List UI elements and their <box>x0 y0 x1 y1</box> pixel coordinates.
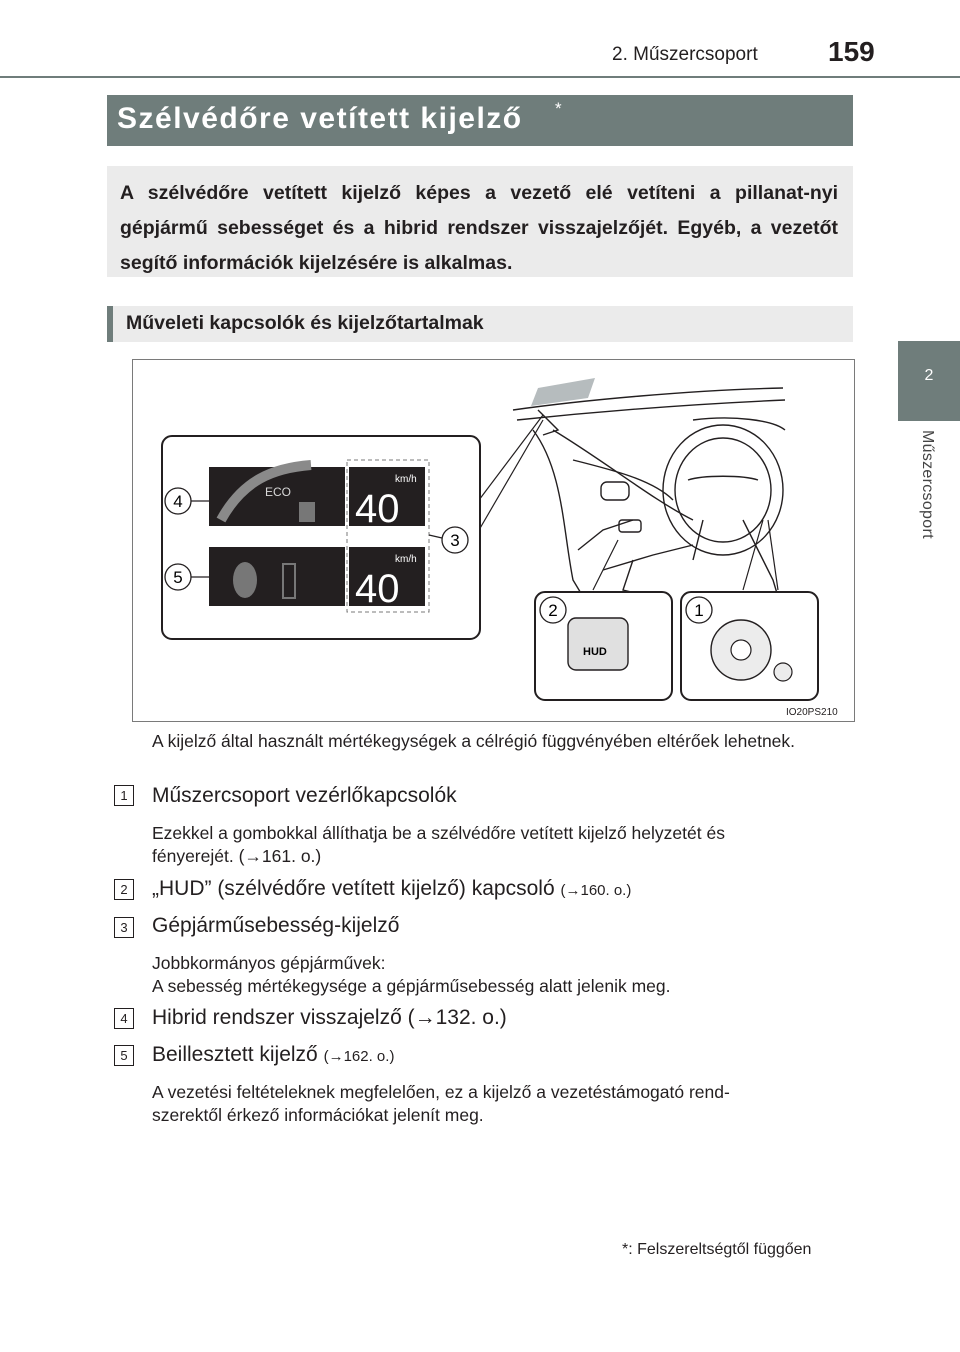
item-title-3: Gépjárműsebesség-kijelző <box>152 914 400 937</box>
item-desc-3-line-1: Jobbkormányos gépjárművek: <box>152 953 386 973</box>
item-title-2 <box>152 877 631 901</box>
item-desc-1-line-1: Ezekkel a gombokkal állíthatja be a szélvédőre vetített kijelző helyzetét és <box>152 823 725 843</box>
title-asterisk: * <box>555 99 562 118</box>
item-title-1: Műszercsoport vezérlőkapcsolók <box>152 784 457 807</box>
item-title-4: Hibrid rendszer visszajelző (→132. o.) <box>152 1006 507 1029</box>
speed-unit-bottom: km/h <box>395 554 417 565</box>
header-rule <box>0 76 960 78</box>
hud-switch-label: HUD <box>583 646 607 658</box>
item-number-4: 4 <box>114 1008 134 1029</box>
speed-unit-top: km/h <box>395 474 417 485</box>
item-ref-5: (→162. o.) <box>323 1048 395 1065</box>
eco-label: ECO <box>265 485 292 499</box>
item-number-3: 3 <box>114 917 134 938</box>
footnote-asterisk: * <box>622 1241 629 1258</box>
intro-box <box>107 166 853 277</box>
subheading-bar <box>107 306 853 342</box>
speed-value-top: 40 <box>355 487 400 531</box>
foot-icon <box>233 562 257 598</box>
chapter-tab <box>898 341 960 421</box>
section-title-bar <box>107 95 853 146</box>
running-header-section: 2. Műszercsoport <box>612 44 758 65</box>
item-title-5 <box>152 1043 394 1067</box>
callout-4-label: 4 <box>173 492 183 511</box>
callout-5-label: 5 <box>173 568 183 587</box>
footnote <box>622 1241 811 1259</box>
hud-illustration <box>132 359 855 722</box>
back-button <box>774 663 792 681</box>
item-desc-5-line-2: szerektől érkező információkat jelenít meg. <box>152 1105 484 1125</box>
item-desc-1-line-2: fényerejét. (→161. o.) <box>152 846 322 866</box>
item-ref-2: (→160. o.) <box>560 882 632 899</box>
item-title-2-text: „HUD” (szélvédőre vetített kijelző) kapcsoló <box>152 877 555 900</box>
item-desc-5-line-1: A vezetési feltételeknek megfelelően, ez a kijelző a vezetéstámogató rend- <box>152 1082 730 1102</box>
figure-code: IO20PS210 <box>786 707 838 718</box>
section-title: Szélvédőre vetített kijelző <box>117 102 523 135</box>
hud-inset <box>162 436 480 639</box>
item-number-1: 1 <box>114 785 134 806</box>
chapter-tab-number: 2 <box>924 367 934 384</box>
chapter-tab-label <box>898 430 960 610</box>
subheading: Műveleti kapcsolók és kijelzőtartalmak <box>126 312 484 334</box>
page-number: 159 <box>828 36 875 67</box>
item-number-5: 5 <box>114 1045 134 1066</box>
ok-button <box>731 640 751 660</box>
subheading-accent <box>107 306 113 342</box>
callout-3-label: 3 <box>450 531 460 550</box>
speed-value-bottom: 40 <box>355 567 400 611</box>
item-title-5-text: Beillesztett kijelző <box>152 1043 318 1066</box>
footnote-text: : Felszereltségtől függően <box>628 1241 812 1258</box>
callout-1-label: 1 <box>694 601 704 620</box>
intro-text: A szélvédőre vetített kijelző képes a vezető elé vetíteni a pillanat-nyi gépjármű sebességet és a hibrid rendszer visszajelzőjét. Egyéb, a vezetőt segítő információk kijelzésére is alkalmas. <box>120 182 838 274</box>
integrated-display-panel <box>209 547 345 606</box>
item-desc-3-line-2: A sebesség mértékegysége a gépjárműsebesség alatt jelenik meg. <box>152 976 671 996</box>
chapter-tab-label-text: Műszercsoport <box>919 430 936 539</box>
item-number-2: 2 <box>114 879 134 900</box>
leader-lines <box>479 415 778 590</box>
hud-switch <box>568 618 628 670</box>
hud-illustration-drawing <box>133 360 854 721</box>
battery-gauge <box>299 502 315 522</box>
units-note: A kijelző által használt mértékegységek a célrégió függvényében eltérőek lehetnek. <box>152 731 796 751</box>
callout-2-label: 2 <box>548 601 558 620</box>
